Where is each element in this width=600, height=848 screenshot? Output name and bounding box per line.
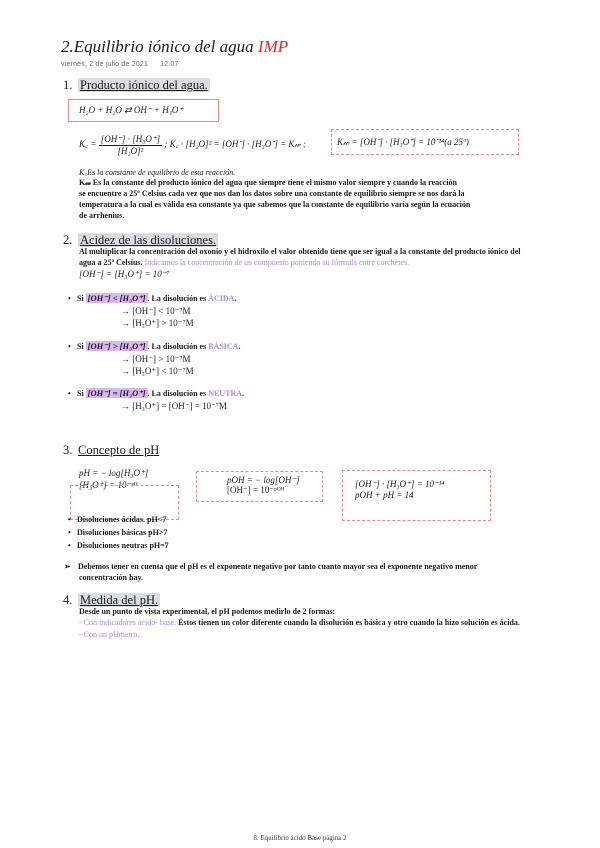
basic-result-1: → [OH⁻] > 10⁻⁷M — [121, 354, 191, 364]
kc-chain: ; K꜀ · [H₂O]² = [OH⁻] · [H₃O⁺] = K𝓌 ; — [164, 139, 306, 150]
basic-ph-text: Disoluciones básicas pH>7 — [77, 528, 168, 537]
reaction-equation: H₂O + H₂O ⇄ OH⁻ + H₃O⁺ — [79, 105, 184, 115]
kw-equation: K𝓌 = [OH⁻] · [H₃O⁺] = 10⁻¹⁴(a 25º) — [337, 137, 469, 147]
acid-result-1: → [OH⁻] < 10⁻⁷M — [121, 306, 191, 316]
acidity-intro-1: Al multiplicar la concentración del oxonio y el hidroxilo el valor obtenido tiene que ser igual a la constante del producto iónico del — [79, 247, 521, 256]
neutral-si: Si — [77, 389, 86, 398]
section-3-title: Concepto de pH — [78, 443, 160, 457]
date-day: viernes, 2 de julio de 2021 — [61, 61, 149, 68]
acid-si: Si — [77, 294, 86, 303]
ph-poh-sum: pOH + pH = 14 — [355, 490, 414, 500]
acid-bullet: • Si [OH⁻] < [H₃O⁺] . La disolución es ÁCIDA. — [68, 293, 237, 303]
measure-method-1-text: Éstos tienen un color diferente cuando la disolución es básica y otro cuando la hizo solución es ácida. — [176, 618, 520, 627]
section-4-title: Medida del pH. — [80, 593, 159, 607]
acid-condition: [OH⁻] < [H₃O⁺] — [87, 293, 146, 303]
section-3-number: 3. — [63, 443, 73, 457]
measure-method-1-label: - Con indicadores ácido- base. — [79, 618, 177, 627]
section-2-title: Acidez de las disoluciones. — [80, 233, 217, 247]
kw-note-3: temperatura a la cual es válida esa constante ya que sabemos que la constante de equilibrio varía según la ecuación — [79, 200, 471, 209]
poh-concentration: [OH⁻] = 10⁻ᵖᴼᴴ — [227, 485, 285, 495]
kw-note-2: se encuentre a 25º Celsius cada vez que nos dan los datos sobre una constante de equilibrio siempre se nos dará la — [79, 189, 465, 198]
basic-bullet: • Si [OH⁻] > [H₃O⁺] . La disolución es BÁSICA. — [68, 341, 241, 351]
date-time: 12:07 — [160, 61, 179, 68]
ph-concentration: [H₃O⁺] = 10⁻ᵖᴴ — [79, 480, 137, 490]
basic-result-2: → [H₃O⁺] < 10⁻⁷M — [121, 366, 194, 376]
neutral-equation: [OH⁻] = [H₃O⁺] = 10⁻⁷ — [79, 269, 170, 279]
neutral-ph-bullet: • Disoluciones neutras pH=7 — [68, 541, 169, 550]
neutral-end: . — [242, 389, 244, 398]
page-title — [61, 37, 288, 57]
basic-word: BÁSICA — [208, 342, 239, 351]
page-footer: 8. Equilibrio ácido Base página 2 — [253, 834, 347, 842]
basic-end: . — [238, 342, 241, 351]
measure-method-2: - Con un pHmetro. — [79, 630, 140, 639]
neutral-ph-text: Disoluciones neutras pH=7 — [77, 541, 169, 550]
kc-numerator: [OH⁻] · [H₃O⁺] — [100, 134, 161, 144]
acid-ph-text: Disoluciones ácidas. pH<7 — [77, 515, 167, 524]
kc-note: K꜀Es la constante de equilibrio de esta reacción. — [79, 168, 236, 177]
kc-lhs: K꜀ = — [79, 139, 97, 150]
acid-word: ÁCIDA — [208, 294, 235, 303]
section-2-heading — [63, 233, 218, 248]
basic-condition: [OH⁻] > [H₃O⁺] — [87, 341, 146, 351]
poh-definition: pOH = − log[OH⁻] — [227, 475, 300, 485]
kc-expression — [79, 134, 306, 156]
kw-note-4: de arrhenius. — [79, 211, 125, 220]
kc-denominator: [H₂O]² — [117, 146, 144, 156]
acid-ph-bullet: • Disoluciones ácidas. pH<7 — [68, 515, 167, 524]
ph-note-1 — [64, 562, 477, 571]
section-3-heading — [63, 443, 159, 458]
neutral-result-1: → [H₃O⁺] = [OH⁻] = 10⁻⁷M — [121, 401, 227, 411]
arrow-bullet-icon: ➢ — [64, 562, 71, 571]
acid-end: . — [234, 294, 237, 303]
neutral-bullet: • Si [OH⁻] = [H₃O⁺] . La disolución es NEUTRA. — [68, 388, 244, 398]
section-4-heading — [63, 593, 160, 608]
acidity-intro-purple: Indicamos la concentración de un compuesto poniendo su fórmula entre corchetes. — [142, 258, 410, 267]
acid-result-2: → [H₃O⁺] > 10⁻⁷M — [121, 318, 194, 328]
acid-mid: . La disolución es — [147, 294, 209, 303]
measure-intro: Desde un punto de vista experimental, el pH podemos medirlo de 2 formas: — [79, 607, 336, 616]
imp-tag: IMP — [257, 37, 289, 56]
ph-note-text-1: Debemos tener en cuenta que el pH es el exponente negativo por tanto cuanto mayor sea el exponente negativo menor — [78, 562, 478, 571]
neutral-word: NEUTRA — [208, 389, 242, 398]
basic-si: Si — [77, 342, 86, 351]
section-1-number: 1. — [63, 78, 73, 92]
date-line — [61, 61, 179, 68]
kc-fraction — [99, 134, 162, 156]
acidity-intro-2 — [79, 258, 409, 267]
section-1-title: Producto iónico del agua. — [80, 78, 208, 92]
kw-note-1: K𝓌 Es la constante del producto iónico del agua que siempre tiene el mismo valor siempre y cuando la reacción — [79, 178, 457, 187]
section-4-number: 4. — [63, 593, 73, 607]
neutral-mid: . La disolución es — [147, 389, 209, 398]
acidity-intro-bold: agua a 25º Celsius. — [79, 258, 143, 267]
neutral-condition: [OH⁻] = [H₃O⁺] — [87, 388, 146, 398]
basic-ph-bullet: • Disoluciones básicas pH>7 — [68, 528, 168, 537]
ph-definition: pH = − log[H₃O⁺] — [79, 468, 149, 478]
title-text: 2.Equilibrio iónico del agua — [61, 37, 254, 56]
measure-method-1 — [79, 618, 520, 627]
section-1-heading — [63, 78, 210, 93]
basic-mid: . La disolución es — [147, 342, 209, 351]
section-2-number: 2. — [63, 233, 73, 247]
kw-ph-relation: [OH⁻] · [H₃O⁺] = 10⁻¹⁴ — [355, 479, 445, 489]
ph-note-2: concentración hay. — [79, 573, 143, 582]
